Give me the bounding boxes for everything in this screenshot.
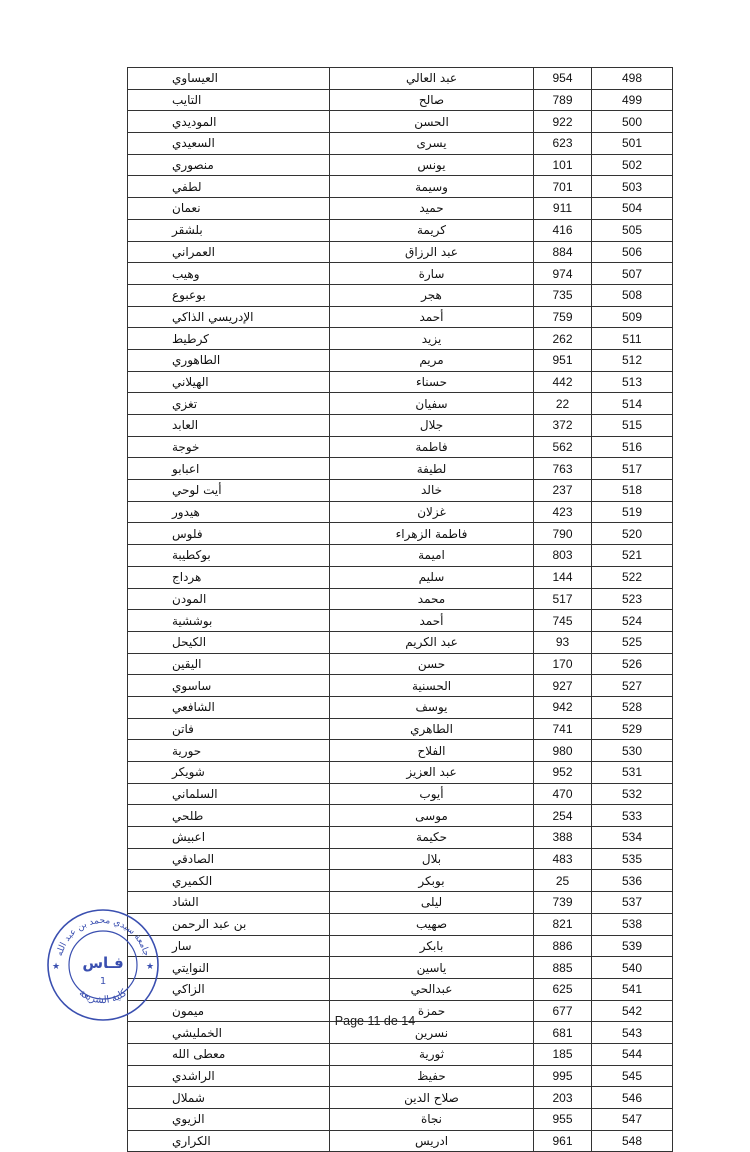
first-name-cell: أحمد xyxy=(330,306,534,328)
table-row xyxy=(128,957,673,979)
last-name-cell: وهيب xyxy=(128,263,330,285)
row-number-cell: 505 xyxy=(592,219,673,241)
first-name-cell: عبد الرزاق xyxy=(330,241,534,263)
last-name-cell: كرطيط xyxy=(128,328,330,350)
row-number-cell: 514 xyxy=(592,393,673,415)
table-row xyxy=(128,653,673,675)
code-cell: 942 xyxy=(534,696,592,718)
first-name-cell: فاطمة الزهراء xyxy=(330,523,534,545)
row-number-cell: 529 xyxy=(592,718,673,740)
stamp-ring-text: جامعة سيدي محمد بن عبد الله xyxy=(55,915,151,958)
code-cell: 884 xyxy=(534,241,592,263)
code-cell: 372 xyxy=(534,415,592,437)
row-number-cell: 517 xyxy=(592,458,673,480)
row-number-cell: 531 xyxy=(592,762,673,784)
row-number-cell: 511 xyxy=(592,328,673,350)
code-cell: 237 xyxy=(534,480,592,502)
table-row xyxy=(128,631,673,653)
last-name-cell: العمراني xyxy=(128,241,330,263)
row-number-cell: 516 xyxy=(592,436,673,458)
table-row xyxy=(128,978,673,1000)
table-row xyxy=(128,805,673,827)
last-name-cell: الهيلاني xyxy=(128,371,330,393)
table-row xyxy=(128,154,673,176)
last-name-cell: السعيدي xyxy=(128,133,330,155)
row-number-cell: 545 xyxy=(592,1065,673,1087)
last-name-cell: بن عبد الرحمن xyxy=(128,913,330,935)
row-number-cell: 541 xyxy=(592,978,673,1000)
first-name-cell: اميمة xyxy=(330,545,534,567)
last-name-cell: الشافعي xyxy=(128,696,330,718)
code-cell: 911 xyxy=(534,198,592,220)
last-name-cell: شويكر xyxy=(128,762,330,784)
table-row xyxy=(128,68,673,90)
table-row xyxy=(128,111,673,133)
first-name-cell: عبد الكريم xyxy=(330,631,534,653)
table-row xyxy=(128,523,673,545)
row-number-cell: 544 xyxy=(592,1043,673,1065)
code-cell: 961 xyxy=(534,1130,592,1152)
code-cell: 739 xyxy=(534,892,592,914)
first-name-cell: الحسن xyxy=(330,111,534,133)
table-row xyxy=(128,306,673,328)
last-name-cell: اليقين xyxy=(128,653,330,675)
first-name-cell: أيوب xyxy=(330,783,534,805)
first-name-cell: لطيفة xyxy=(330,458,534,480)
last-name-cell: اعبابو xyxy=(128,458,330,480)
row-number-cell: 526 xyxy=(592,653,673,675)
row-number-cell: 520 xyxy=(592,523,673,545)
last-name-cell: اعبيش xyxy=(128,827,330,849)
table-row xyxy=(128,566,673,588)
table-row xyxy=(128,1065,673,1087)
code-cell: 922 xyxy=(534,111,592,133)
last-name-cell: الكميري xyxy=(128,870,330,892)
table-row xyxy=(128,284,673,306)
table-row xyxy=(128,263,673,285)
last-name-cell: التايب xyxy=(128,89,330,111)
table-row xyxy=(128,588,673,610)
last-name-cell: بوششية xyxy=(128,610,330,632)
last-name-cell: شملال xyxy=(128,1087,330,1109)
table-row xyxy=(128,198,673,220)
student-list-table xyxy=(127,67,673,1152)
table-row xyxy=(128,458,673,480)
code-cell: 745 xyxy=(534,610,592,632)
row-number-cell: 513 xyxy=(592,371,673,393)
first-name-cell: بوبكر xyxy=(330,870,534,892)
first-name-cell: وسيمة xyxy=(330,176,534,198)
last-name-cell: الكراري xyxy=(128,1130,330,1152)
last-name-cell: النوايتي xyxy=(128,957,330,979)
last-name-cell: ميمون xyxy=(128,1000,330,1022)
table-row xyxy=(128,783,673,805)
stamp-star-left-icon: ★ xyxy=(51,962,61,972)
last-name-cell: الزيوي xyxy=(128,1109,330,1131)
code-cell: 22 xyxy=(534,393,592,415)
last-name-cell: الإدريسي الذاكي xyxy=(128,306,330,328)
row-number-cell: 503 xyxy=(592,176,673,198)
row-number-cell: 539 xyxy=(592,935,673,957)
first-name-cell: صلاح الدين xyxy=(330,1087,534,1109)
table-row xyxy=(128,848,673,870)
stamp-number: 1 xyxy=(99,976,107,987)
last-name-cell: نعمان xyxy=(128,198,330,220)
code-cell: 995 xyxy=(534,1065,592,1087)
first-name-cell: ادريس xyxy=(330,1130,534,1152)
stamp-city: فـاس xyxy=(82,954,124,972)
code-cell: 790 xyxy=(534,523,592,545)
row-number-cell: 537 xyxy=(592,892,673,914)
table-row xyxy=(128,1087,673,1109)
first-name-cell: عبد العزيز xyxy=(330,762,534,784)
row-number-cell: 499 xyxy=(592,89,673,111)
first-name-cell: عبدالحي xyxy=(330,978,534,1000)
table-row xyxy=(128,675,673,697)
row-number-cell: 548 xyxy=(592,1130,673,1152)
table-row xyxy=(128,827,673,849)
table-row xyxy=(128,935,673,957)
code-cell: 562 xyxy=(534,436,592,458)
first-name-cell: مريم xyxy=(330,349,534,371)
code-cell: 701 xyxy=(534,176,592,198)
faculty-stamp xyxy=(44,906,162,1024)
row-number-cell: 506 xyxy=(592,241,673,263)
page-footer: Page 11 de 14 xyxy=(334,1014,416,1028)
code-cell: 388 xyxy=(534,827,592,849)
first-name-cell: خالد xyxy=(330,480,534,502)
code-cell: 470 xyxy=(534,783,592,805)
last-name-cell: الموديدي xyxy=(128,111,330,133)
table-row xyxy=(128,1130,673,1152)
first-name-cell: حكيمة xyxy=(330,827,534,849)
last-name-cell: الشاد xyxy=(128,892,330,914)
row-number-cell: 519 xyxy=(592,501,673,523)
row-number-cell: 527 xyxy=(592,675,673,697)
last-name-cell: سار xyxy=(128,935,330,957)
last-name-cell: هيدور xyxy=(128,501,330,523)
last-name-cell: خوجة xyxy=(128,436,330,458)
first-name-cell: نجاة xyxy=(330,1109,534,1131)
first-name-cell: فاطمة xyxy=(330,436,534,458)
stamp-star-right-icon: ★ xyxy=(145,962,155,972)
first-name-cell: سليم xyxy=(330,566,534,588)
code-cell: 625 xyxy=(534,978,592,1000)
code-cell: 262 xyxy=(534,328,592,350)
table-row xyxy=(128,1109,673,1131)
row-number-cell: 533 xyxy=(592,805,673,827)
code-cell: 735 xyxy=(534,284,592,306)
first-name-cell: صهيب xyxy=(330,913,534,935)
row-number-cell: 515 xyxy=(592,415,673,437)
table-row xyxy=(128,436,673,458)
code-cell: 93 xyxy=(534,631,592,653)
last-name-cell: الطاهوري xyxy=(128,349,330,371)
code-cell: 144 xyxy=(534,566,592,588)
code-cell: 423 xyxy=(534,501,592,523)
first-name-cell: حميد xyxy=(330,198,534,220)
code-cell: 886 xyxy=(534,935,592,957)
code-cell: 517 xyxy=(534,588,592,610)
row-number-cell: 532 xyxy=(592,783,673,805)
first-name-cell: غزلان xyxy=(330,501,534,523)
table-row xyxy=(128,696,673,718)
code-cell: 954 xyxy=(534,68,592,90)
first-name-cell: بلال xyxy=(330,848,534,870)
row-number-cell: 547 xyxy=(592,1109,673,1131)
code-cell: 677 xyxy=(534,1000,592,1022)
row-number-cell: 546 xyxy=(592,1087,673,1109)
first-name-cell: نسرين xyxy=(330,1022,534,1044)
last-name-cell: المودن xyxy=(128,588,330,610)
table-row xyxy=(128,718,673,740)
table-row xyxy=(128,415,673,437)
last-name-cell: لطفي xyxy=(128,176,330,198)
first-name-cell: ثورية xyxy=(330,1043,534,1065)
table-row xyxy=(128,328,673,350)
last-name-cell: العيساوي xyxy=(128,68,330,90)
row-number-cell: 535 xyxy=(592,848,673,870)
code-cell: 254 xyxy=(534,805,592,827)
first-name-cell: يزيد xyxy=(330,328,534,350)
row-number-cell: 501 xyxy=(592,133,673,155)
code-cell: 885 xyxy=(534,957,592,979)
table-row xyxy=(128,762,673,784)
table-row xyxy=(128,501,673,523)
row-number-cell: 504 xyxy=(592,198,673,220)
first-name-cell: حفيظ xyxy=(330,1065,534,1087)
row-number-cell: 507 xyxy=(592,263,673,285)
last-name-cell: تغزي xyxy=(128,393,330,415)
last-name-cell: طلحي xyxy=(128,805,330,827)
row-number-cell: 523 xyxy=(592,588,673,610)
row-number-cell: 512 xyxy=(592,349,673,371)
last-name-cell: العابد xyxy=(128,415,330,437)
table-row xyxy=(128,892,673,914)
table-row xyxy=(128,133,673,155)
first-name-cell: حمزة xyxy=(330,1000,534,1022)
code-cell: 951 xyxy=(534,349,592,371)
first-name-cell: حسناء xyxy=(330,371,534,393)
first-name-cell: حسن xyxy=(330,653,534,675)
row-number-cell: 508 xyxy=(592,284,673,306)
table-row xyxy=(128,1043,673,1065)
table-row xyxy=(128,219,673,241)
last-name-cell: السلماني xyxy=(128,783,330,805)
code-cell: 623 xyxy=(534,133,592,155)
last-name-cell: ساسوي xyxy=(128,675,330,697)
last-name-cell: بلشقر xyxy=(128,219,330,241)
table-row xyxy=(128,393,673,415)
last-name-cell: الخمليشي xyxy=(128,1022,330,1044)
last-name-cell: الصادقي xyxy=(128,848,330,870)
last-name-cell: منصوري xyxy=(128,154,330,176)
code-cell: 681 xyxy=(534,1022,592,1044)
row-number-cell: 530 xyxy=(592,740,673,762)
last-name-cell: هرداج xyxy=(128,566,330,588)
last-name-cell: بوكطيبة xyxy=(128,545,330,567)
code-cell: 203 xyxy=(534,1087,592,1109)
first-name-cell: صالح xyxy=(330,89,534,111)
table-row xyxy=(128,480,673,502)
last-name-cell: فاتن xyxy=(128,718,330,740)
row-number-cell: 534 xyxy=(592,827,673,849)
first-name-cell: ياسين xyxy=(330,957,534,979)
code-cell: 955 xyxy=(534,1109,592,1131)
row-number-cell: 536 xyxy=(592,870,673,892)
last-name-cell: بوعبوع xyxy=(128,284,330,306)
code-cell: 821 xyxy=(534,913,592,935)
code-cell: 483 xyxy=(534,848,592,870)
table-row xyxy=(128,545,673,567)
table-row xyxy=(128,349,673,371)
first-name-cell: يسرى xyxy=(330,133,534,155)
row-number-cell: 498 xyxy=(592,68,673,90)
first-name-cell: محمد xyxy=(330,588,534,610)
row-number-cell: 502 xyxy=(592,154,673,176)
row-number-cell: 500 xyxy=(592,111,673,133)
first-name-cell: أحمد xyxy=(330,610,534,632)
first-name-cell: جلال xyxy=(330,415,534,437)
code-cell: 927 xyxy=(534,675,592,697)
table-row xyxy=(128,610,673,632)
table-row xyxy=(128,176,673,198)
table-row xyxy=(128,89,673,111)
row-number-cell: 521 xyxy=(592,545,673,567)
table-row xyxy=(128,371,673,393)
code-cell: 25 xyxy=(534,870,592,892)
first-name-cell: يوسف xyxy=(330,696,534,718)
row-number-cell: 528 xyxy=(592,696,673,718)
first-name-cell: الطاهري xyxy=(330,718,534,740)
stamp-faculty-text: كلية الشريعة xyxy=(76,987,130,1007)
row-number-cell: 543 xyxy=(592,1022,673,1044)
code-cell: 763 xyxy=(534,458,592,480)
first-name-cell: بابكر xyxy=(330,935,534,957)
row-number-cell: 524 xyxy=(592,610,673,632)
last-name-cell: الزاكي xyxy=(128,978,330,1000)
code-cell: 416 xyxy=(534,219,592,241)
code-cell: 803 xyxy=(534,545,592,567)
table-row xyxy=(128,241,673,263)
row-number-cell: 518 xyxy=(592,480,673,502)
table-body xyxy=(128,68,673,1152)
last-name-cell: حورية xyxy=(128,740,330,762)
code-cell: 759 xyxy=(534,306,592,328)
code-cell: 974 xyxy=(534,263,592,285)
first-name-cell: الفلاح xyxy=(330,740,534,762)
code-cell: 101 xyxy=(534,154,592,176)
first-name-cell: موسى xyxy=(330,805,534,827)
code-cell: 789 xyxy=(534,89,592,111)
first-name-cell: كريمة xyxy=(330,219,534,241)
row-number-cell: 522 xyxy=(592,566,673,588)
row-number-cell: 540 xyxy=(592,957,673,979)
row-number-cell: 525 xyxy=(592,631,673,653)
code-cell: 442 xyxy=(534,371,592,393)
last-name-cell: الكيحل xyxy=(128,631,330,653)
first-name-cell: عبد العالي xyxy=(330,68,534,90)
code-cell: 185 xyxy=(534,1043,592,1065)
code-cell: 980 xyxy=(534,740,592,762)
last-name-cell: أيت لوحي xyxy=(128,480,330,502)
row-number-cell: 542 xyxy=(592,1000,673,1022)
table-row xyxy=(128,913,673,935)
code-cell: 170 xyxy=(534,653,592,675)
row-number-cell: 538 xyxy=(592,913,673,935)
first-name-cell: الحسنية xyxy=(330,675,534,697)
row-number-cell: 509 xyxy=(592,306,673,328)
last-name-cell: الراشدي xyxy=(128,1065,330,1087)
code-cell: 952 xyxy=(534,762,592,784)
last-name-cell: معطى الله xyxy=(128,1043,330,1065)
first-name-cell: هجر xyxy=(330,284,534,306)
first-name-cell: ليلى xyxy=(330,892,534,914)
first-name-cell: يونس xyxy=(330,154,534,176)
first-name-cell: سفيان xyxy=(330,393,534,415)
last-name-cell: فلوس xyxy=(128,523,330,545)
code-cell: 741 xyxy=(534,718,592,740)
table-row xyxy=(128,740,673,762)
first-name-cell: سارة xyxy=(330,263,534,285)
table-row xyxy=(128,870,673,892)
